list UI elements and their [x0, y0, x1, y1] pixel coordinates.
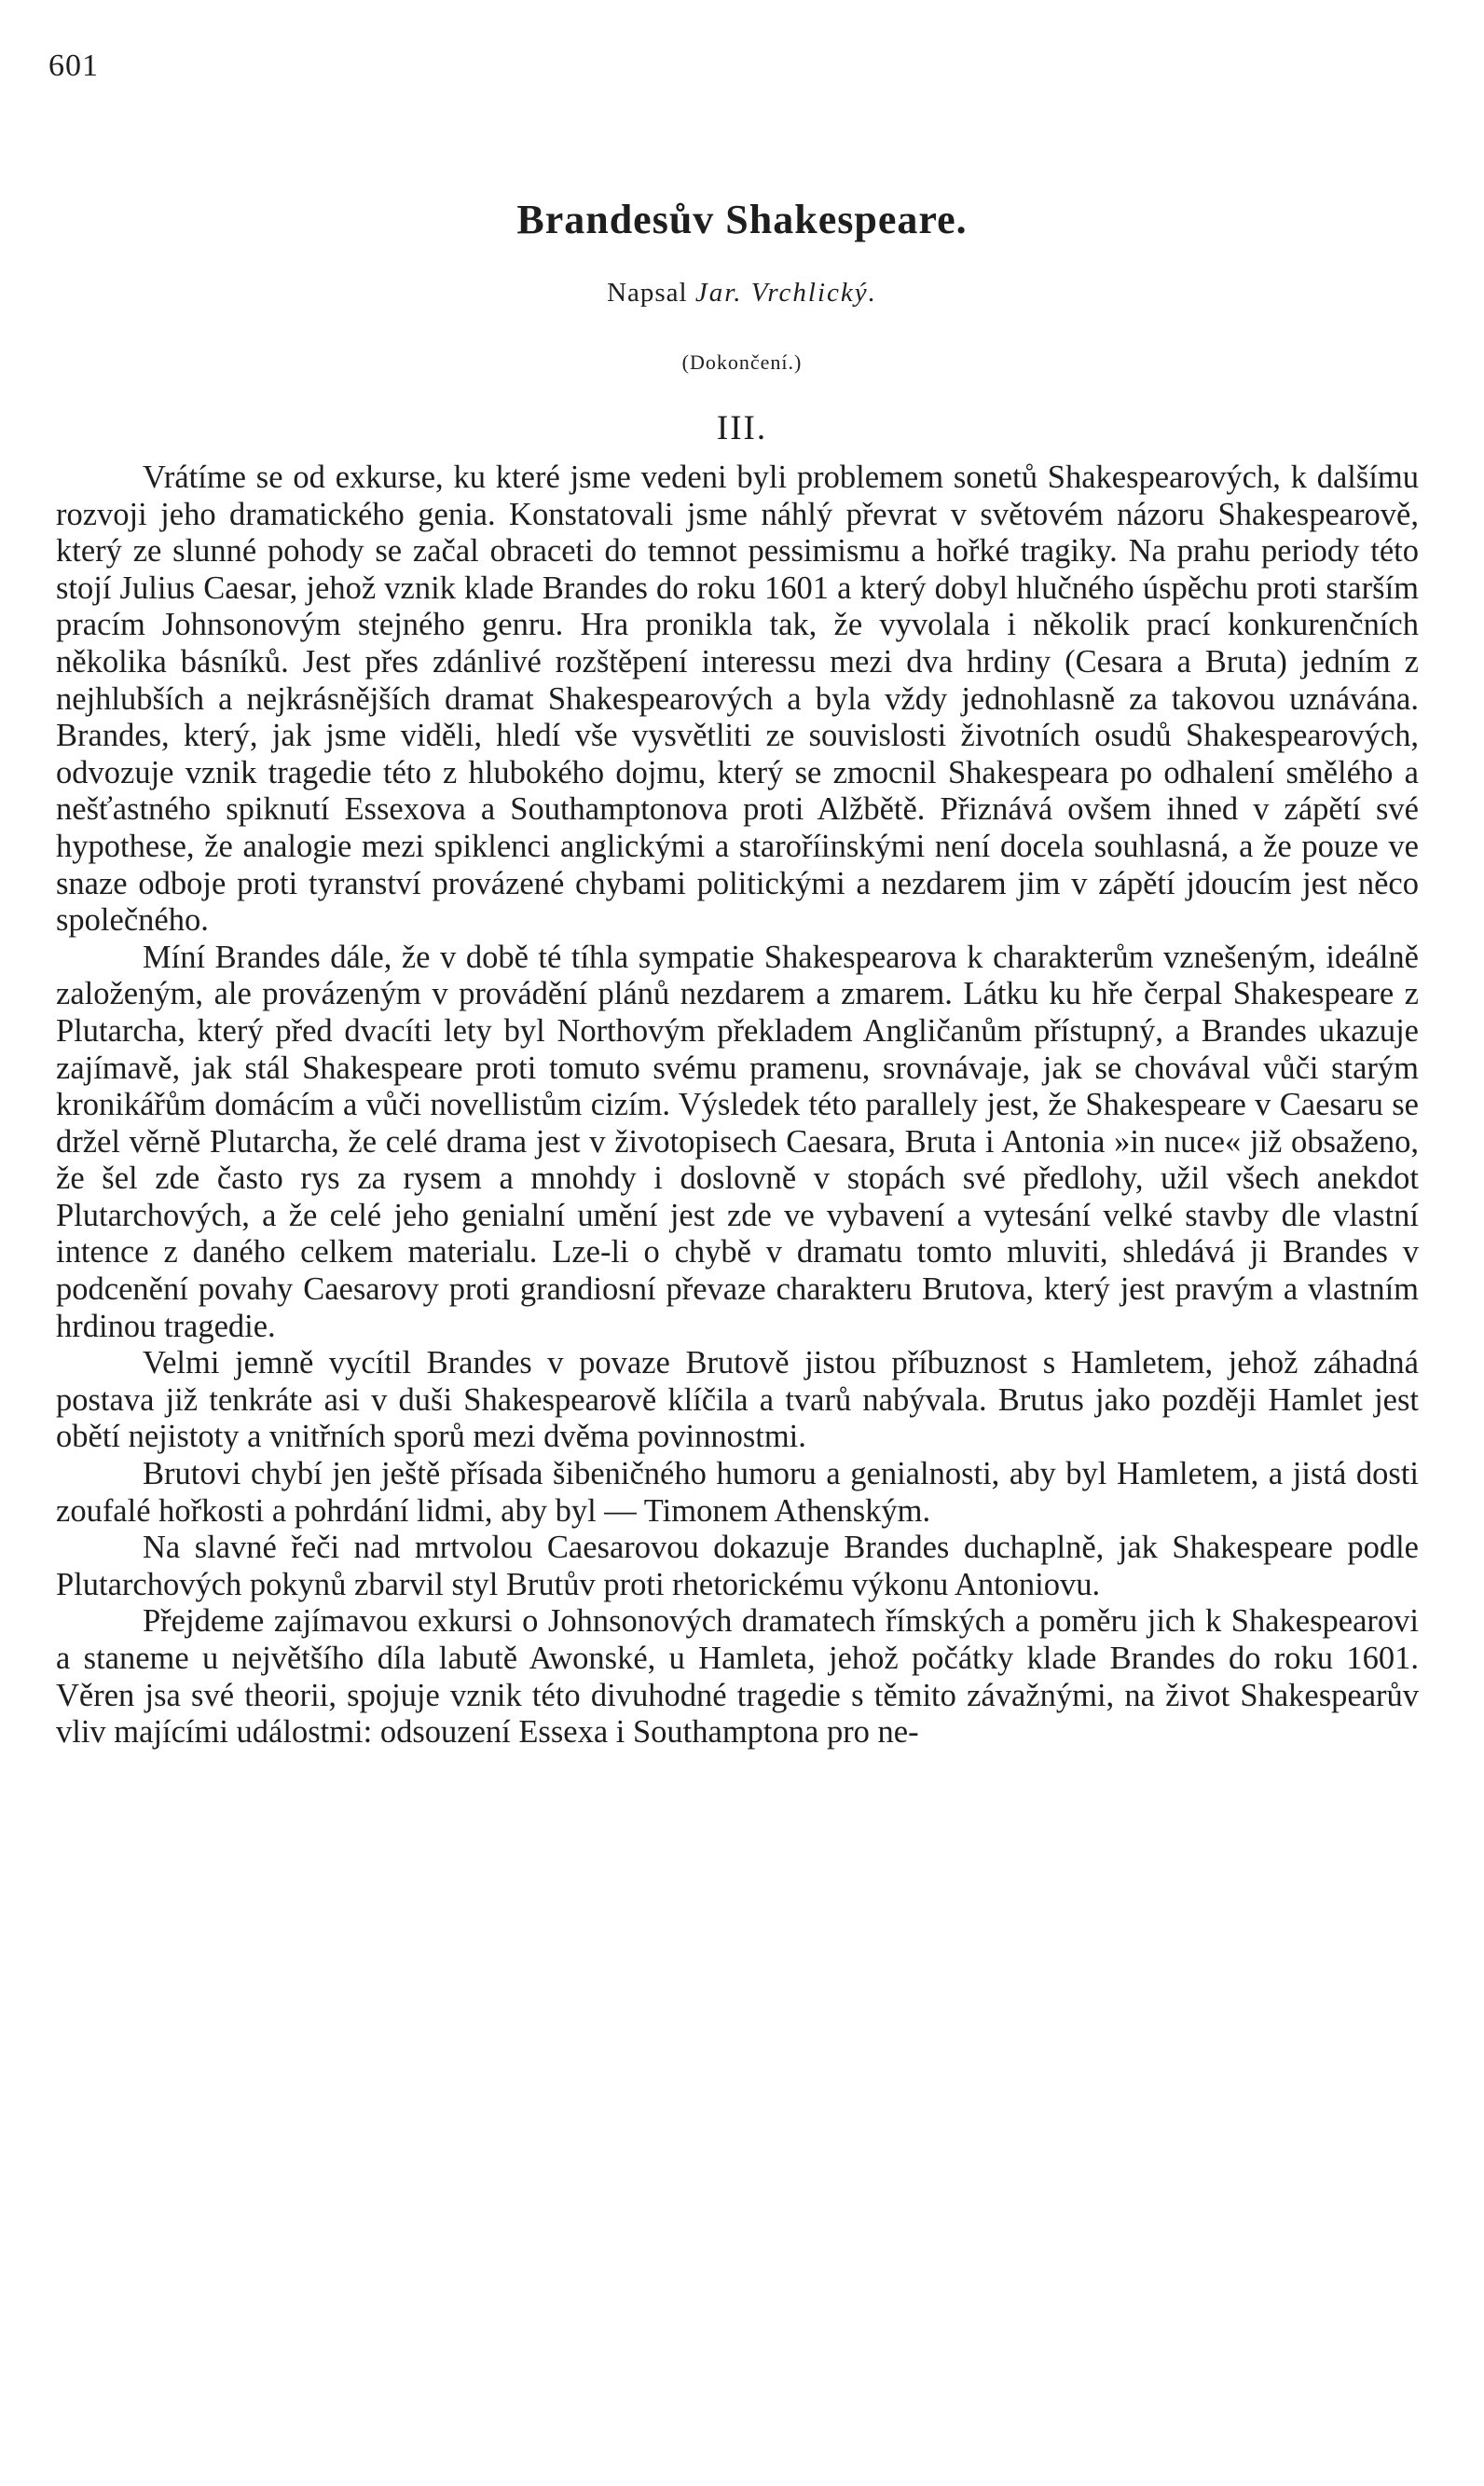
byline [0, 278, 1484, 309]
paragraph-6: Přejdeme zajímavou exkursi o Johnsonových dramatech římských a poměru jich k Shakespearovi a staneme u největšího díla labutě Awonské, u Hamleta, jehož počátky klade Brandes do roku 1601. Věren jsa své theorii, spojuje vznik této divuhodné tragedie s těmito závažnými, na život Shakespearův vliv majícími událostmi: odsouzení Essexa i Southamptona pro ne- [56, 1603, 1419, 1751]
paragraph-1: Vrátíme se od exkurse, ku které jsme vedeni byli problemem sonetů Shakespearových, k dalšímu rozvoji jeho dramatického genia. Konstatovali jsme náhlý převrat v světovém názoru Shakespearově, který ze slunné pohody se začal obraceti do temnot pessimismu a hořké tragiky. Na prahu periody této stojí Julius Caesar, jehož vznik klade Brandes do roku 1601 a který dobyl hlučného úspěchu proti starším pracím Johnsonovým stejného genru. Hra pronikla tak, že vyvolala i několik prací konkurenčních několika básníků. Jest přes zdánlivé rozštěpení interessu mezi dva hrdiny (Cesara a Bruta) jedním z nejhlubších a nejkrásnějších dramat Shakespearových a byla vždy jednohlasně za takovou uznávána. Brandes, který, jak jsme viděli, hledí vše vysvětliti ze souvislosti životních osudů Shakespearových, odvozuje vznik tragedie této z hlubokého dojmu, který se zmocnil Shakespeara po odhalení smělého a nešťastného spiknutí Essexova a Southamptonova proti Alžbětě. Přiznává ovšem ihned v zápětí své hypothese, že analogie mezi spiklenci anglickými a staroříinskými není docela souhlasná, a že pouze ve snaze odboje proti tyranství provázené chybami politickými a nezdarem jim v zápětí jdoucím jest něco společného. [56, 460, 1419, 939]
page-number: 601 [48, 48, 99, 83]
continued-note: (Dokončení.) [681, 350, 803, 374]
author-name: Jar. Vrchlický. [694, 278, 877, 308]
byline-prefix: Napsal [607, 278, 688, 308]
article-body [56, 460, 1419, 1751]
paragraph-5: Na slavné řeči nad mrtvolou Caesarovou dokazuje Brandes duchaplně, jak Shakespeare podle Plutarchových pokynů zbarvil styl Brutův proti rhetorickému výkonu Antoniovu. [56, 1530, 1419, 1602]
article-title: Brandesův Shakespeare. [516, 197, 968, 242]
paragraph-4: Brutovi chybí jen ještě přísada šibeničného humoru a genialnosti, aby byl Hamletem, a jistá dosti zoufalé hořkosti a pohrdání lidmi, aby byl — Timonem Athenským. [56, 1456, 1419, 1529]
section-number: III. [716, 409, 768, 447]
paragraph-2: Míní Brandes dále, že v době té tíhla sympatie Shakespearova k charakterům vznešeným, ideálně založeným, ale provázeným v provádění plánů nezdarem a zmarem. Látku ku hře čerpal Shakespeare z Plutarcha, který před dvacíti lety byl Northovým překladem Angličanům přístupný, a Brandes ukazuje zajímavě, jak stál Shakespeare proti tomuto svému pramenu, srovnávaje, jak se chovával vůči starým kronikářům domácím a vůči novellistům cizím. Výsledek této parallely jest, že Shakespeare v Caesaru se držel věrně Plutarcha, že celé drama jest v životopisech Caesara, Bruta i Antonia »in nuce« již obsaženo, že šel zde často rys za rysem a mnohdy i doslovně v stopách své předlohy, užil všech anekdot Plutarchových, a že celé jeho genialní umění jest zde ve vybavení a vytesání velké stavby dle vlastní intence z daného celkem materialu. Lze-li o chybě v dramatu tomto mluviti, shledává ji Brandes v podcenění povahy Caesarovy proti grandiosní převaze charakteru Brutova, který jest pravým a vlastním hrdinou tragedie. [56, 939, 1419, 1344]
paragraph-3: Velmi jemně vycítil Brandes v povaze Brutově jistou příbuznost s Hamletem, jehož záhadná postava již tenkráte asi v duši Shakespearově klíčila a tvarů nabývala. Brutus jako později Hamlet jest obětí nejistoty a vnitřních sporů mezi dvěma povinnostmi. [56, 1345, 1419, 1455]
